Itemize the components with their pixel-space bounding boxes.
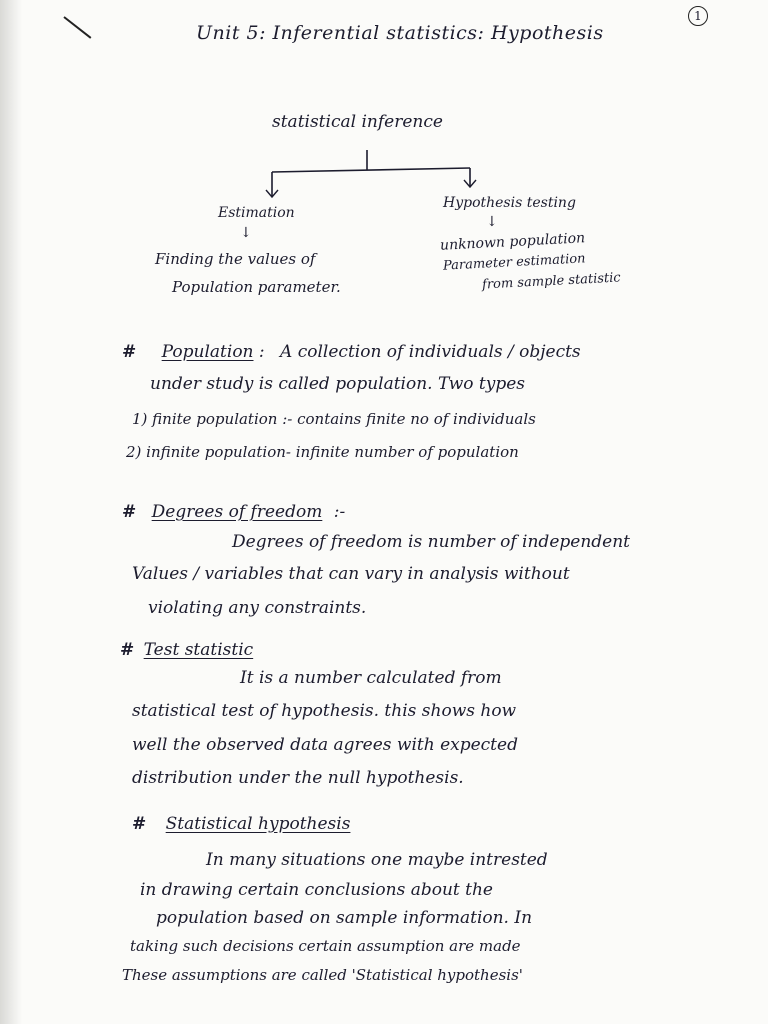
- hash-icon: #: [122, 342, 137, 362]
- page-number: 1: [688, 6, 708, 26]
- hash-icon: #: [132, 814, 147, 834]
- population-line-4: 2) infinite population- infinite number of population: [126, 443, 519, 461]
- dof-sep: :-: [333, 502, 346, 522]
- stat-hypothesis-line-4: taking such decisions certain assumption are made: [130, 937, 521, 955]
- diagram-right-desc-2: Parameter estimation: [442, 251, 586, 274]
- population-line-2: under study is called population. Two types: [150, 374, 526, 394]
- diagram-left-desc-1: Finding the values of: [155, 250, 316, 268]
- dof-line-1: Degrees of freedom is number of independent: [232, 532, 630, 552]
- hash-icon: #: [120, 640, 135, 660]
- dof-heading-row: [122, 502, 345, 522]
- population-heading-row: [122, 342, 581, 362]
- test-statistic-heading: Test statistic: [143, 640, 254, 660]
- stat-hypothesis-line-1: In many situations one maybe intrested: [206, 850, 548, 870]
- population-line-3: 1) finite population :- contains finite no of individuals: [132, 410, 536, 428]
- dof-line-3: violating any constraints.: [148, 598, 367, 618]
- stat-hypothesis-line-5: These assumptions are called 'Statistical hypothesis': [122, 966, 523, 984]
- left-arrow-icon: ↓: [240, 225, 252, 241]
- diagram-tree-lines: [0, 0, 768, 320]
- diagram-left-desc-2: Population parameter.: [172, 278, 341, 296]
- test-statistic-line-4: distribution under the null hypothesis.: [132, 768, 464, 788]
- test-statistic-line-2: statistical test of hypothesis. this shows how: [132, 701, 517, 721]
- right-arrow-icon: ↓: [486, 214, 498, 230]
- page-title: Unit 5: Inferential statistics: Hypothesis: [196, 22, 604, 44]
- stat-hypothesis-heading: Statistical hypothesis: [165, 814, 351, 834]
- population-sep: :: [258, 342, 265, 362]
- dof-line-2: Values / variables that can vary in analysis without: [132, 564, 570, 584]
- stat-hypothesis-heading-row: [132, 814, 350, 834]
- dof-heading: Degrees of freedom: [151, 502, 323, 522]
- hash-icon: #: [122, 502, 137, 522]
- test-statistic-heading-row: [120, 640, 253, 660]
- stat-hypothesis-line-3: population based on sample information. In: [156, 908, 533, 928]
- diagram-right-desc-1: unknown population: [439, 230, 586, 254]
- population-heading: Population: [161, 342, 254, 362]
- test-statistic-line-3: well the observed data agrees with expected: [132, 735, 518, 755]
- population-line-1: A collection of individuals / objects: [280, 342, 581, 362]
- diagram-root: statistical inference: [272, 112, 443, 132]
- stat-hypothesis-line-2: in drawing certain conclusions about the: [140, 880, 493, 900]
- diagram-right-desc-3: from sample statistic: [481, 270, 622, 293]
- diagram-right-label: Hypothesis testing: [443, 195, 576, 211]
- test-statistic-line-1: It is a number calculated from: [240, 668, 502, 688]
- diagram-left-label: Estimation: [218, 205, 295, 221]
